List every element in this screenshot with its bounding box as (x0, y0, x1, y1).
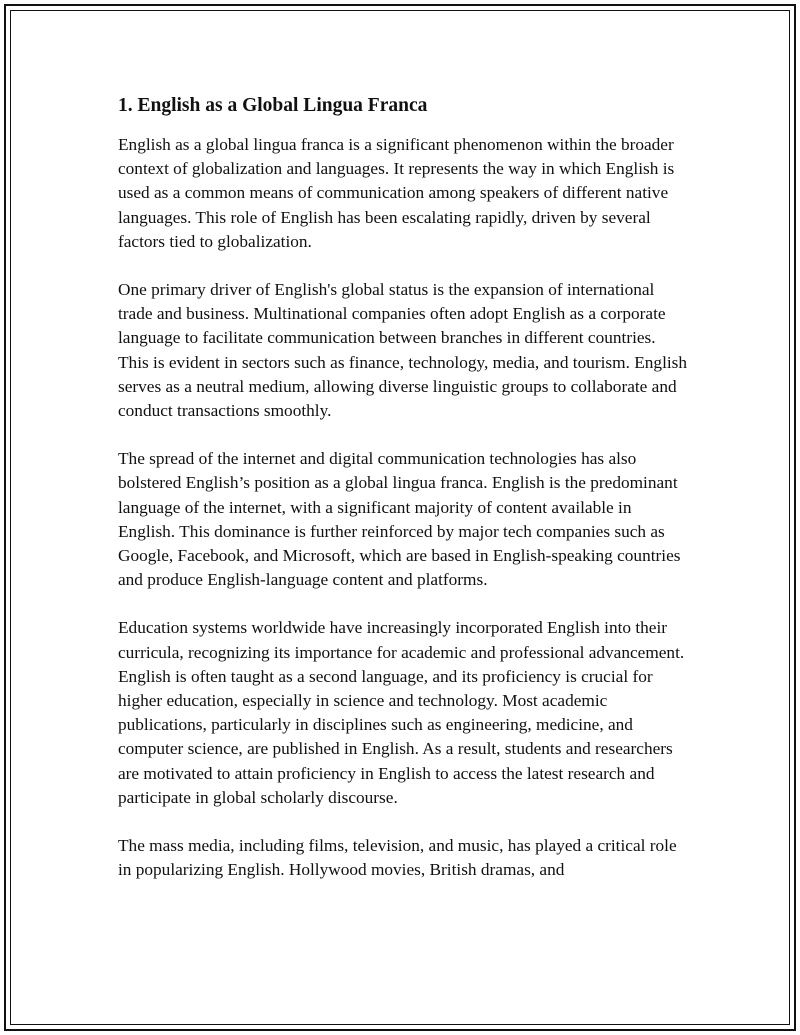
paragraph-5: The mass media, including films, television, and music, has played a critical role in popularizing English. Hollywood movies, British dramas, and (118, 836, 677, 880)
document-body (118, 93, 688, 906)
paragraph-1: English as a global lingua franca is a significant phenomenon within the broader context of globalization and languages. It represents the way in which English is used as a common means of communication among speakers of different native languages. This role of English has been escalating rapidly, driven by several factors tied to globalization. (118, 135, 675, 251)
paragraph-2: One primary driver of English's global status is the expansion of international trade and business. Multinational companies often adopt English as a corporate language to facilitate communication between branches in different countries. This is evident in sectors such as finance, technology, media, and tourism. English serves as a neutral medium, allowing diverse linguistic groups to collaborate and conduct transactions smoothly. (118, 280, 688, 421)
section-heading: 1. English as a Global Lingua Franca (118, 95, 428, 116)
paragraph-4: Education systems worldwide have increasingly incorporated English into their curricula, recognizing its importance for academic and professional advancement. English is often taught as a second language, and its proficiency is crucial for higher education, especially in science and technology. Most academic publications, particularly in disciplines such as engineering, medicine, and computer science, are published in English. As a result, students and researchers are motivated to attain proficiency in English to access the latest research and participate in global scholarly discourse. (118, 618, 685, 807)
paragraph-3: The spread of the internet and digital communication technologies has also bolstered English’s position as a global lingua franca. English is the predominant language of the internet, with a significant majority of content available in English. This dominance is further reinforced by major tech companies such as Google, Facebook, and Microsoft, which are based in English-speaking countries and produce English-language content and platforms. (118, 449, 681, 590)
